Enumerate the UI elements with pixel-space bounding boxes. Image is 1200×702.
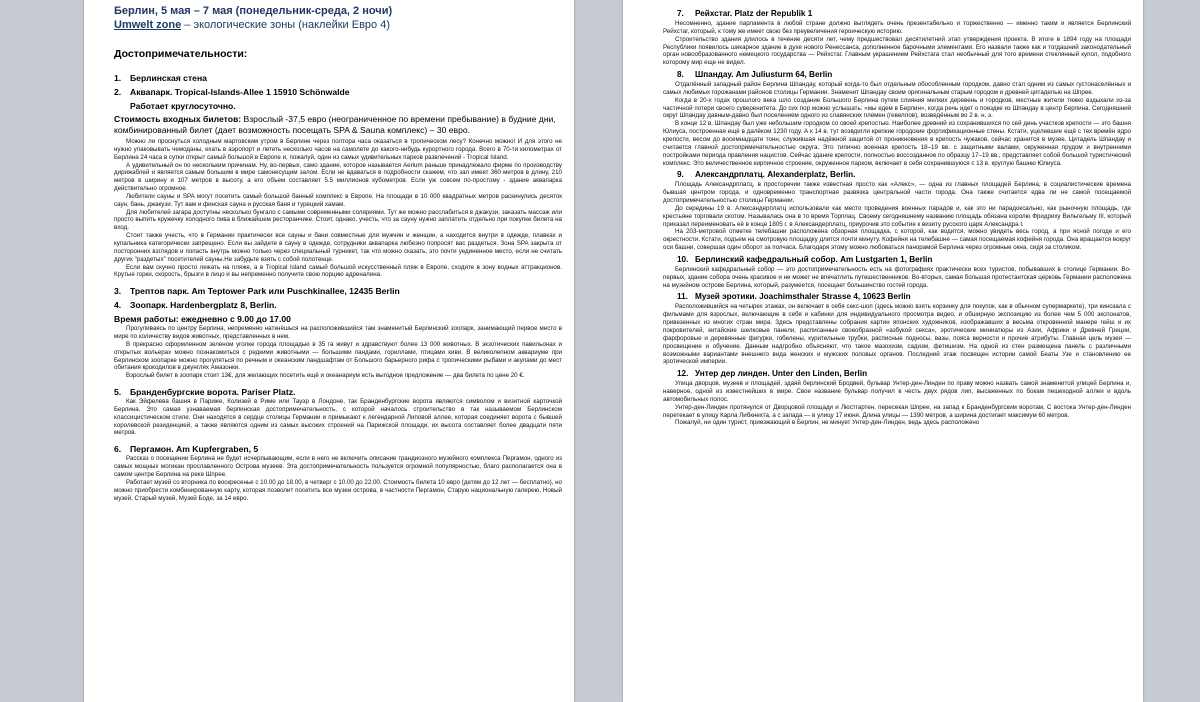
document-page-right (623, 0, 1143, 702)
list-item-1: 1. Берлинская стена (114, 73, 207, 83)
list-item-3: 3. Трептов парк. Am Teptower Park или Puschkinallee, 12435 Berlin (114, 286, 400, 297)
umwelt-line (114, 18, 562, 32)
list-item-9: 9. Александрплатц. Alexanderplatz, Berlin. (677, 170, 856, 180)
paragraph: Расположившийся на четырех этажах, он включает в себя секс-шоп (здесь можно взять корзинку для покупок, как в обычном супермаркете), три кинозала с фильмами для взрослых, включающие в себя и кабинки для индивидуального просмотра видео, и обширную экспозицию из более чем 5 000 экспонатов, привезенных из многих стран мира. Здесь представлены собрания картин японских художников, изображавших в весьма откровенной манере гейш и их покровителей, китайские шелковые панели, расписанные своеобразной «азбукой секса», эротические миниатюры из Азии, Африки и Древней Греции, фарфоровые и деревянные фигурки, гобелены, курительные трубки, расписные подносы, вазы, пояса верности и прочие атрибуты. Главная цель музея — просвещение и обучение. Данным надгробно объясняют, что такое мазохизм, садизм, фетишизм. На одной из стен размещена панель с различными возможными вариантами внешнего вида женских и мужских половых органов. Последний этаж посвящен истории самой Беаты Узе и становлению ее эротической империи. (663, 303, 1131, 366)
paragraph: Когда в 20-х годах прошлого века шло создание Большого Берлина путем слияния мелких деревень и городков, местные жители тяжко вздыхали из-за частичной потери своего суверенитета. До сих пор можно услышать: «мы едем в Берлин», когда речь идет о поездке из Шпандау в центр Берлина. Сегодняшний округ Шпандау давным-давно был поселением одного из славянских племен (гевеллов), возведённым во 2 в. н. э. (663, 96, 1131, 120)
document-title: Берлин, 5 мая – 7 мая (понедельник-среда, 2 ночи) (114, 5, 393, 17)
paragraph: Улица дворцов, музеев и площадей, здаяй берлинский Бродвей, бульвар Унтер-ден-Линден по праву можно назвать самой знаменитой улицей Берлина и, наверное, одной из известнейших в мире. Свое название бульвар получил в честь двух рядов лип, высаженных по бокам пешеходной аллеи и вдоль автомобильных полос. (663, 380, 1131, 403)
section-heading: Достопримечательности: (114, 48, 248, 60)
list-item-7: 7. Рейхстаг. Platz der Republik 1 (677, 9, 813, 18)
list-item-12: 12. Унтер дер линден. Unter den Linden, Berlin (677, 369, 868, 379)
paragraph: Площадь Александрплатц, в просторечии также известная просто как «Алекс», — одна из главных площадей Берлина, в социалистические времена бывшая центром города, и одновременно транспортная развязка центральной части города. Она также считается едва ли не самой посещаемой достопримечательностью столицы Германии. (663, 181, 1131, 205)
list-item-8: 8. Шпандау. Am Juliusturm 64, Berlin (677, 70, 833, 80)
paragraph: Как Эйфелева башня в Париже, Колизей в Риме или Тауэр в Лондоне, так Бранденбургские ворота являются символом и визитной карточкой Берлина. Это самая узнаваемая берлинская достопримечательность, с которой началось строительство в так называемом Берлинском классицистическом стиле. Они находятся в сердце столицы Германии и примыкают к легендарной Липовой аллее, которая соединяет ворота с бывшей королевской резиденцией, а также являются одним из самых высоких строений на Парижской площади, их высота составляет более двадцати пяти метров. (114, 398, 562, 437)
list-item-5: 5. Бранденбургские ворота. Pariser Platz. (114, 387, 296, 398)
item2-hours: Работает круглосуточно. (130, 101, 236, 111)
paragraph: Можно ли проснуться холодным мартовским утром в Берлине через полтора часа оказаться в тропическом лесу? Конечно можно! И для этого не нужно упаковывать чемоданы, ехать в аэропорт и лететь несколько часов на самолете до какого-нибудь курортного города. Всего в 70-ти километрах от Берлина 24 часа в сутки открыт самый большой в Европе и, пожалуй, один из самых удивительных парков развлечений - Tropical Island. (114, 138, 562, 161)
list-item-11: 11. Музей эротики. Joachimsthaler Strasse 4, 10623 Berlin (677, 292, 911, 302)
paragraph: Если вам скучно просто лежать на пляже, а в Tropical Island самый большой искусственный пляж в Европе, сходите в зону водных аттракционов. Крутые горки, скорость, брызги в лицо и вы непременно получите свою порцию адреналина. (114, 263, 562, 279)
list-item-2: 2. Аквапарк. Tropical-Islands-Allee 1 15910 Schönwalde (114, 87, 350, 97)
paragraph: А удивительный он по нескольким причинам. Ну, во-первых, само здание, которое называется Aerium раньше принадлежало фирме по производству дирижаблей и является самым большим в мире самонесущим залом. Если не вдаваться в подробности скажем, что зал имеет 360 метров в длину, 210 метров в ширину и 107 метров в высоту, а его объем составляет 5.5 миллионов кубометров. Если уж совсем по-простому - здание аквапарка действительно огромное. (114, 161, 562, 193)
list-item-6: 6. Пергамон. Am Kupfergraben, 5 (114, 444, 259, 455)
paragraph: Работает музей со вторника по воскресенье с 10.00 до 18.00, в четверг с 10.00 до 22.00. Стоимость билета 10 евро (детям до 12 лет — бесплатно), но можно приобрести комбинированную карту, которая позволит посетить все музеи острова, в частности Пергамон, Старую национальную галерею, Новый музей, Старый музей, Музей Боде, за 14 евро. (114, 478, 562, 502)
paragraph: Берлинский кафедральный собор — это достопримечательность есть на фотографиях практически всех туристов, побывавших в столице Германии. Во-первых, здание собора очень красивое и не может не впечатлить путешественников. Во-вторых, самая большая протестантская церковь Германии расположена на музейном острове Берлина, который, разумеется, посещает большинство гостей города. (663, 265, 1131, 289)
paragraph: Прогуливаясь по центру Берлина, непременно наткнёшься на расположившийся там знаменитый Берлинский зоопарк, занимающий первое место в мире по количеству видов животных, представленных в нем. (114, 325, 562, 341)
paragraph: В прекрасно оформленном зеленом уголке города площадью в 35 га живут и здравствуют более 13 000 животных. В экзотических павильонах и открытых вольерах можно познакомиться с редкими животными — большими пандами, гориллами, птицами киви. В великолепном аквариуме при Берлинском зоопарке можно прогуляться по речным и океанским ландшафтам от Большого барьерного рифа с тропическими рыбами и акулами до мест обитания крокодилов в джунглях Амазонки. (114, 340, 562, 372)
paragraph: На 203-метровой отметке телебашни расположена обзорная площадка, с которой, как водится, можно увидеть весь город, а при ясной погоде и его окрестности. Кстати, подъем на смотровую площадку длится почти минуту. Кофейня на телебашне — самая посещаемая кофейня города. Она вращается вокруг оси башни, совершая один оборот за полчаса. Благодаря этому можно любоваться панорамой Берлина через огромные окна, сидя за столиком. (663, 228, 1131, 252)
paragraph: Любители сауны и SPA могут посетить самый большой банный комплекс в Европе. На площади в 10 000 квадратных метров раскинулись десяток саун, бань, джакузи. Тут вам и финская сауна и русская баня и турецкий хамам. (114, 192, 562, 208)
paragraph: В конце 12 в. Шпандау был уже небольшим городком со своей крепостью. Наиболее древний из сохранившихся по сей день участков крепости — это башня Юлиуса, построенная ещё в далёком 1230 году. А к 14 в. тут возвдигли крепкие городские фортификационные стены. Кстати, уцелевшие ещё с тех времён ядро крепости, весом до восемнадцати тонн, служившая надёжной защитой от проникновения в крепость чужаков, сейчас хранится в музее. Цитадель Шпандау и считается главной достопримечательностью округа. Это типично военная крепость 18–19 вв. с защитными валами, окруженная прудом и внутренними постройками периода правления нацистов. Сейчас здание крепости, полностью воссозданное по образцу 17–19 вв., представляет собой большой туристический комплекс. Это величественное кирпичное строение, окруженное парком, включает в себя сохранившуюся с 13 в. круглую башню Юлиуса. (663, 120, 1131, 167)
umwelt-text: – экологические зоны (наклейки Евро 4) (181, 19, 390, 31)
document-page-left (84, 0, 574, 702)
paragraph: Отдалённый западный район Берлина Шпандау, который когда-то был отдельным обособленным городком, давно стал одним из самых густонаселённых и самых любимых горожанами районов столицы Германии. Знаменит Шпандау своим оригинальным старым городом и древней цитаделью на Шпрее. (663, 81, 1131, 96)
paragraph: Унтер-ден-Линден протянулся от Дворцовой площади и Люстгартен, пересекая Шпрее, на запад к Бранденбургским воротам. С востока Унтер-ден-Линден перетекает в улицу Карла Либкнехта, а с запада — в улицу 17 июня. Длина улицы — 1390 метров, а ширина достигает максимум 60 метров. (663, 403, 1131, 419)
paragraph: Строительство здания длилось в течение десяти лет, чему предшествовал десятилетний этап утверждения проекта. В итоге в 1894 году на площади Республики появилось шикарное здание в духе нового Ренессанса, дополненное барочными элементами. Его назвали также как и тогдашний законодательный орган новообразованного немецкого государства — Рейхстаг. Главным украшением Рейхстага стал необычный для того времени стеклянный купол, подобного которому мир еще не видел. (663, 35, 1131, 67)
paragraph: Взрослый билет в зоопарк стоит 13€, для желающих посетить ещё и океанариум есть выгодное предложение — два билета по цене 20 €. (126, 372, 525, 380)
umwelt-label: Umwelt zone (114, 19, 182, 31)
list-item-4: 4. Зоопарк. Hardenbergplatz 8, Berlin. (114, 300, 277, 311)
paragraph: Несомненно, здание парламента в любой стране должно выглядеть очень презентабельно и торжественно — именно таким и является Берлинский Рейхстаг, который, к тому же имеет свою без преувеличения героическую историю. (663, 20, 1131, 35)
paragraph: До середины 19 в. Александерплатц использовали как место проведения военных парадов и, как это ни парадоксально, как рыночную площадь, где крестьяне торговали скотом. Называлась она в то время Торплац. Своему сегодняшнему названию площадь обязана королю Фридриху Вильгельму III, который приказал переименовать её в конце 1805 г. в Александерплатц, приурочив это событие к визиту русского царя Александра I. (663, 204, 1131, 228)
paragraph: Пожалуй, ни один турист, приезжающий в Берлин, не минует Унтер-ден-Линден, ведь здесь расположено (675, 419, 980, 427)
item2-price: Стоимость входных билетов: Взрослый -37,5 евро (неограниченное по времени пребывание) в будние дни, комбинированный билет (дает возможность посещать SPA & Sauna комплекс) – 30 евро. (114, 114, 556, 135)
paragraph: Рассказ о посещении Берлина не будет исчерпывающим, если в него не включить описание грандиозного музейного комплекса Пергамон, одного из самых мощных могикан прославленного Острова музеев. Эта достопримечательность пользуется огромной популярностью, благо располагается она в самом центре Берлина на реке Шпрее. (114, 455, 562, 478)
item4-hours: Время работы: ежедневно с 9.00 до 17.00 (114, 314, 291, 325)
paragraph: Для любителей загара доступны несколько бунгало с самыми современными соляриями. Тут же можно расслабиться в джакузи, заказать массаж или просто выпить кружечку холодного пива в ближайшем ресторанчике. Стоит, однако, учесть, что за сауну нужно заплатить отдельно при покупке билета на вход. (114, 208, 562, 232)
paragraph: Стоит также учесть, что в Германии практически все сауны и бани совместные для мужчин и женщин, а находится внутри в одежде, плавках и купальника категорически запрещено. Если вы зайдете в сауну в одежде, сотрудники аквапарка любезно попросят вас раздеться. Зона SPA закрыта от посторонних взглядов и попасть внутрь можно только через специальный турникет, так что можно сказать, это почти уединенное место, если не считать других "раздетых" посетителей сауны.Не забудьте взять с собой полотенце. (114, 232, 562, 263)
list-item-10: 10. Берлинский кафедральный собор. Am Lustgarten 1, Berlin (677, 254, 933, 264)
